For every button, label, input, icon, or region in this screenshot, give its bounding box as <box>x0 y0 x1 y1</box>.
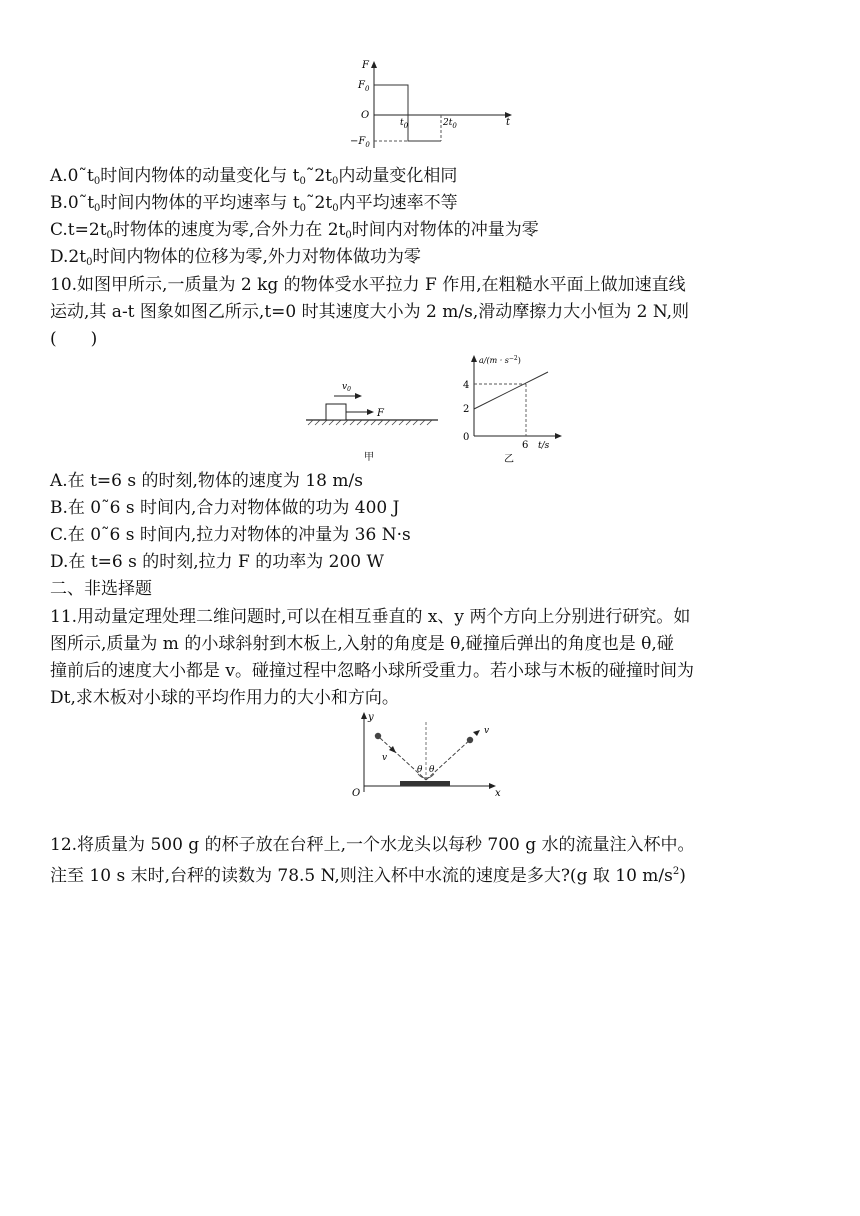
q10-figure-yi <box>450 352 570 464</box>
yi-tick-4: 4 <box>463 380 470 391</box>
section-heading: 二、非选择题 <box>50 579 152 599</box>
yi-xlabel: t/s <box>538 441 550 451</box>
q10-figure-jia <box>302 372 442 464</box>
ft-axis-y-label: F <box>362 60 369 71</box>
col-ball-reflect <box>467 737 473 743</box>
q10-option-b: B.在 0˜6 s 时间内,合力对物体做的功为 400 J <box>50 498 400 518</box>
jia-force-label: F <box>377 408 384 419</box>
jia-velocity-arrowhead <box>355 393 362 399</box>
yi-tick-2: 2 <box>463 404 470 415</box>
ft-t0-label: $t_0$ <box>400 118 409 130</box>
ft-y-arrow <box>371 61 377 68</box>
col-y-label: y <box>368 712 374 723</box>
col-origin-label: O <box>352 788 361 799</box>
q11-stem-line1: 11.用动量定理处理二维问题时,可以在相互垂直的 x、y 两个方向上分别进行研究。如 <box>50 607 691 627</box>
ft-axis-x-label: t <box>506 117 511 128</box>
col-board <box>400 781 450 786</box>
yi-x-arrow <box>555 433 562 439</box>
q10-option-a: A.在 t=6 s 的时刻,物体的速度为 18 m/s <box>50 471 363 491</box>
col-theta2-label: θ <box>429 765 435 775</box>
col-y-arrow <box>361 712 367 719</box>
q12-stem-line1: 12.将质量为 500 g 的杯子放在台秤上,一个水龙头以每秒 700 g 水的流量注入杯中。 <box>50 835 695 855</box>
ft-force-line <box>374 85 441 141</box>
q9-option-a: $A.0˜t_0$时间内物体的动量变化与 $t_0˜2t_0$内动量变化相同 <box>50 166 458 187</box>
q11-collision-figure <box>352 708 512 804</box>
q10-option-c: C.在 0˜6 s 时间内,拉力对物体的冲量为 36 N·s <box>50 525 411 545</box>
ft-neg-f0-label: $-F_0$ <box>350 136 370 149</box>
yi-tick-0: 0 <box>463 432 470 443</box>
col-x-label: x <box>495 788 501 799</box>
q11-stem-line3: 撞前后的速度大小都是 v。碰撞过程中忽略小球所受重力。若小球与木板的碰撞时间为 <box>50 661 695 681</box>
jia-v0-label: $v_0$ <box>342 382 351 393</box>
jia-hatching <box>308 420 432 425</box>
ft-f0-label: $F_0$ <box>358 80 370 93</box>
q9-option-d: $D.2t_0$时间内物体的位移为零,外力对物体做功为零 <box>50 247 421 268</box>
col-v1-label: v <box>382 753 388 763</box>
q10-option-d: D.在 t=6 s 的时刻,拉力 F 的功率为 200 W <box>50 552 384 572</box>
yi-ylabel: $a/(m \cdot s^{-2})$ <box>479 355 521 365</box>
jia-caption: 甲 <box>364 452 374 463</box>
yi-y-arrow <box>471 355 477 362</box>
col-reflect-arrowhead <box>473 730 480 736</box>
ft-origin-label: O <box>361 110 370 121</box>
q10-stem-line3: ( ) <box>50 329 98 349</box>
col-v2-label: v <box>484 726 490 736</box>
yi-data-line <box>474 372 548 409</box>
col-theta1-label: θ <box>417 765 423 775</box>
q9-option-b: $B.0˜t_0$时间内物体的平均速率与 $t_0˜2t_0$内平均速率不等 <box>50 193 458 214</box>
q12-stem-line2: 注至 10 s 末时,台秤的读数为 78.5 N,则注入杯中水流的速度是多大?(g 取 10 $m/s^2$) <box>50 866 686 886</box>
jia-block <box>326 404 346 420</box>
ft-graph-figure <box>340 58 520 154</box>
jia-force-arrowhead <box>367 409 374 415</box>
q11-stem-line2: 图所示,质量为 m 的小球斜射到木板上,入射的角度是 θ,碰撞后弹出的角度也是 θ,碰 <box>50 634 674 654</box>
yi-caption: 乙 <box>504 454 514 464</box>
q9-option-c: $C.t=2t_0$时物体的速度为零,合外力在 $2t_0$时间内对物体的冲量为零 <box>50 220 539 241</box>
ft-2t0-label: $2t_0$ <box>443 118 457 130</box>
col-ball-incident <box>375 733 381 739</box>
q10-stem-line1: 10.如图甲所示,一质量为 2 kg 的物体受水平拉力 F 作用,在粗糙水平面上做加速直线 <box>50 275 686 295</box>
yi-tick-6: 6 <box>522 440 529 451</box>
q11-stem-line4: Dt,求木板对小球的平均作用力的大小和方向。 <box>50 688 399 708</box>
q10-stem-line2: 运动,其 a-t 图象如图乙所示,t=0 时其速度大小为 2 m/s,滑动摩擦力大小恒为 2 N,则 <box>50 302 690 322</box>
